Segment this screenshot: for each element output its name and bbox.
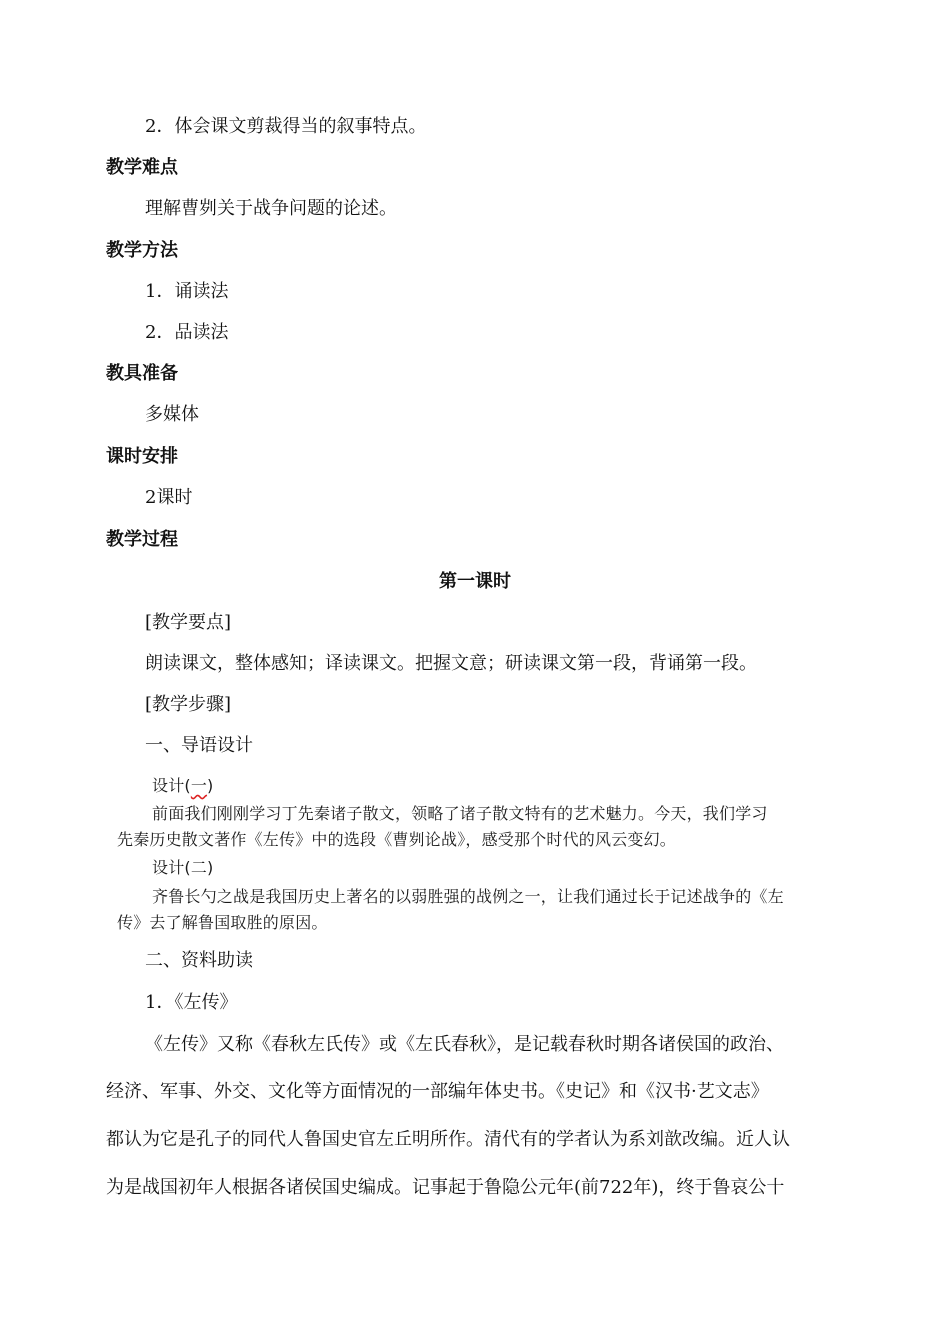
- method-item-2: 2．品读法: [145, 322, 229, 343]
- materials-heading: 二、资料助读: [145, 950, 253, 971]
- design-1-line-2: 先秦历史散文著作《左传》中的选段《曹刿论战》，感受那个时代的风云变幻。: [117, 830, 677, 849]
- key-points-label: [教学要点]: [145, 612, 232, 633]
- zuozhuan-heading: 1．《左传》: [145, 992, 238, 1013]
- lesson-title: 第一课时: [439, 571, 511, 592]
- method-item-1: 1．诵读法: [145, 281, 229, 302]
- zuozhuan-line-1: 《左传》又称《春秋左氏传》或《左氏春秋》，是记载春秋时期各诸侯国的政治、: [145, 1034, 784, 1055]
- key-points-text: 朗读课文，整体感知；译读课文。把握文意；研读课文第一段，背诵第一段。: [145, 653, 757, 674]
- zuozhuan-line-3: 都认为它是孔子的同代人鲁国史官左丘明所作。清代有的学者认为系刘歆改编。近人认: [106, 1129, 790, 1150]
- design-1-label: 设计(一): [152, 776, 214, 795]
- zuozhuan-line-4: 为是战国初年人根据各诸侯国史编成。记事起于鲁隐公元年(前722年)，终于鲁哀公十: [106, 1177, 785, 1198]
- objective-2: 2．体会课文剪裁得当的叙事特点。: [145, 116, 427, 137]
- schedule-text: 2课时: [145, 487, 193, 508]
- zuozhuan-line-2: 经济、军事、外交、文化等方面情况的一部编年体史书。《史记》和《汉书·艺文志》: [106, 1081, 769, 1102]
- schedule-heading: 课时安排: [106, 446, 178, 467]
- steps-label: [教学步骤]: [145, 694, 232, 715]
- design-1-label-mark: 一: [190, 776, 208, 795]
- design-2-line-2: 传》去了解鲁国取胜的原因。: [117, 913, 328, 932]
- design-1-line-1: 前面我们刚刚学习丁先秦诸子散文，领略了诸子散文特有的艺术魅力。今天，我们学习: [152, 804, 768, 823]
- intro-heading: 一、导语设计: [145, 735, 253, 756]
- difficulty-heading: 教学难点: [106, 157, 178, 178]
- difficulty-text: 理解曹刿关于战争问题的论述。: [145, 198, 397, 219]
- design-2-line-1: 齐鲁长勺之战是我国历史上著名的以弱胜强的战例之一，让我们通过长于记述战争的《左: [152, 887, 784, 906]
- tools-heading: 教具准备: [106, 363, 178, 384]
- process-heading: 教学过程: [106, 529, 178, 550]
- method-heading: 教学方法: [106, 240, 178, 261]
- design-2-label: 设计(二): [152, 858, 214, 877]
- tools-text: 多媒体: [145, 404, 199, 425]
